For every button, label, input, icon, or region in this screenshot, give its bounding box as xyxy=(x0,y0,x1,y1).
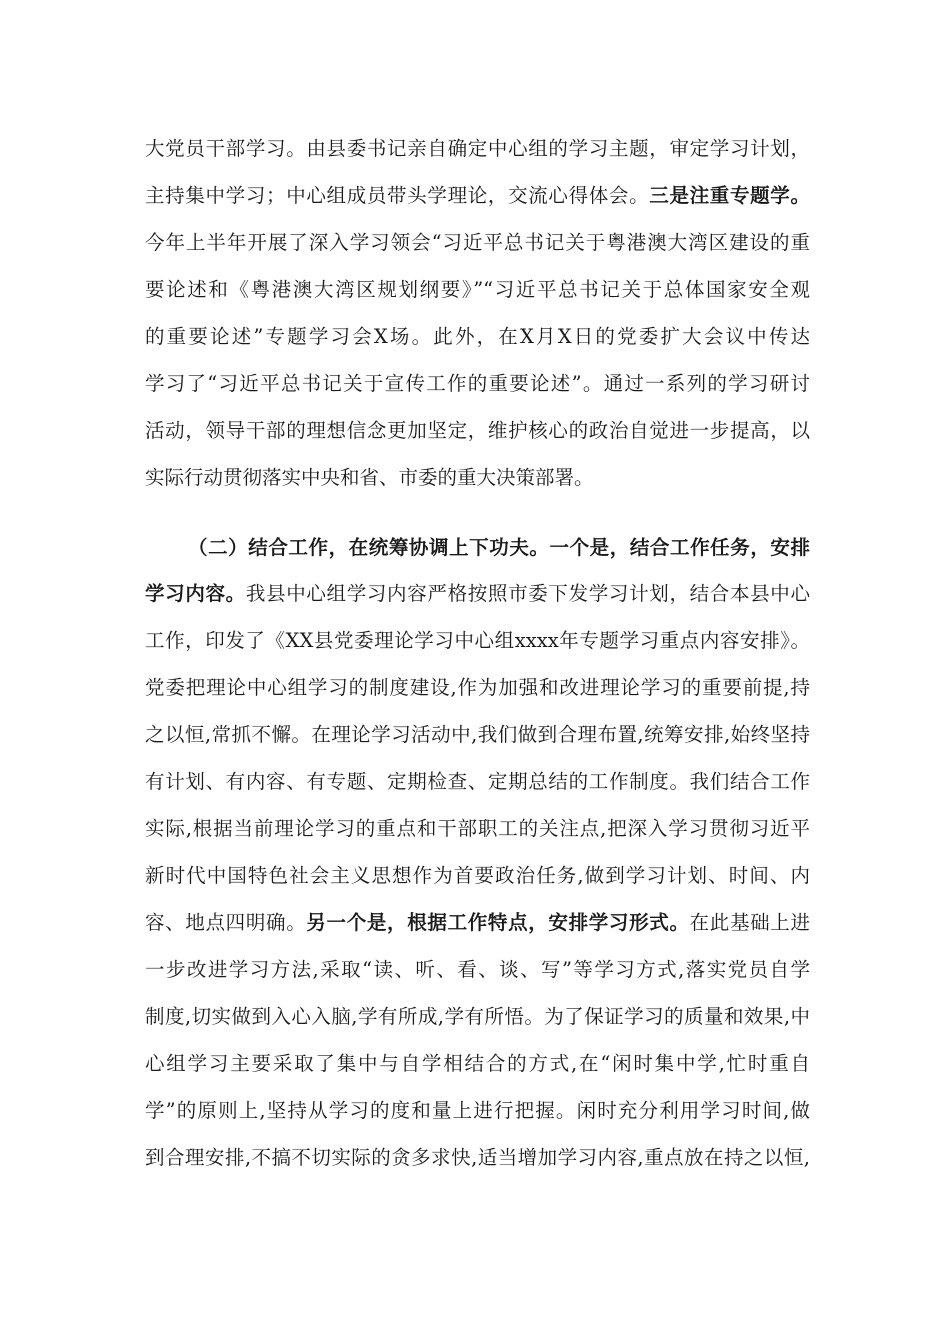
emphasis-heading: 三是注重专题学。 xyxy=(649,184,810,207)
text-line: 有计划、有内容、有专题、定期检查、定期总结的工作制度。我们结合工作 xyxy=(145,770,810,793)
text-line: 心组学习主要采取了集中与自学相结合的方式,在“闲时集中学,忙时重自 xyxy=(145,1052,810,1075)
text-line: 一步改进学习方法,采取“读、听、看、谈、写”等学习方式,落实党员自学 xyxy=(145,958,810,981)
text-run: 主持集中学习；中心组成员带头学理论，交流心得体会。 xyxy=(145,184,650,207)
text-line xyxy=(145,179,810,213)
text-line: 学习了“习近平总书记关于宣传工作的重要论述”。通过一系列的学习研讨 xyxy=(145,372,810,395)
text-line: 今年上半年开展了深入学习领会“习近平总书记关于粤港澳大湾区建设的重 xyxy=(145,231,810,254)
text-line: 要论述和《粤港澳大湾区规划纲要》”“习近平总书记关于总体国家安全观 xyxy=(145,278,810,301)
text-line: 的重要论述”专题学习会X场。此外，在X月X日的党委扩大会议中传达 xyxy=(145,325,810,348)
text-line: 学”的原则上,坚持从学习的度和量上进行把握。闲时充分利用学习时间,做 xyxy=(145,1099,810,1122)
text-run: 我县中心组学习内容严格按照市委下发学习计划，结合本县中心 xyxy=(245,582,810,605)
text-line xyxy=(145,906,810,940)
text-line: 实际,根据当前理论学习的重点和干部职工的关注点,把深入学习贯彻习近平 xyxy=(145,817,810,840)
text-line xyxy=(145,577,810,611)
text-line: 新时代中国特色社会主义思想作为首要政治任务,做到学习计划、时间、内 xyxy=(145,864,810,887)
section-heading: （二）结合工作，在统筹协调上下功夫。一个是，结合工作任务，安排 xyxy=(188,536,810,559)
text-line: 大党员干部学习。由县委书记亲自确定中心组的学习主题，审定学习计划， xyxy=(145,137,810,160)
text-line: 党委把理论中心组学习的制度建设,作为加强和改进理论学习的重要前提,持 xyxy=(145,676,810,699)
text-line: 工作，印发了《XX县党委理论学习中心组xxxx年专题学习重点内容安排》。 xyxy=(145,629,810,652)
emphasis-heading: 学习内容。 xyxy=(145,582,246,605)
text-line: 实际行动贯彻落实中央和省、市委的重大决策部署。 xyxy=(145,466,594,489)
text-line: 制度,切实做到入心入脑,学有所成,学有所悟。为了保证学习的质量和效果,中 xyxy=(145,1005,810,1028)
text-line: 到合理安排,不搞不切实际的贪多求快,适当增加学习内容,重点放在持之以恒, xyxy=(145,1146,810,1169)
emphasis-heading: 另一个是，根据工作特点，安排学习形式。 xyxy=(306,911,690,934)
text-line: 活动，领导干部的理想信念更加坚定，维护核心的政治自觉进一步提高，以 xyxy=(145,419,810,442)
text-run: 在此基础上进 xyxy=(689,911,810,934)
text-line: 之以恒,常抓不懈。在理论学习活动中,我们做到合理布置,统筹安排,始终坚持 xyxy=(145,723,810,746)
text-run: 容、地点四明确。 xyxy=(145,911,307,934)
